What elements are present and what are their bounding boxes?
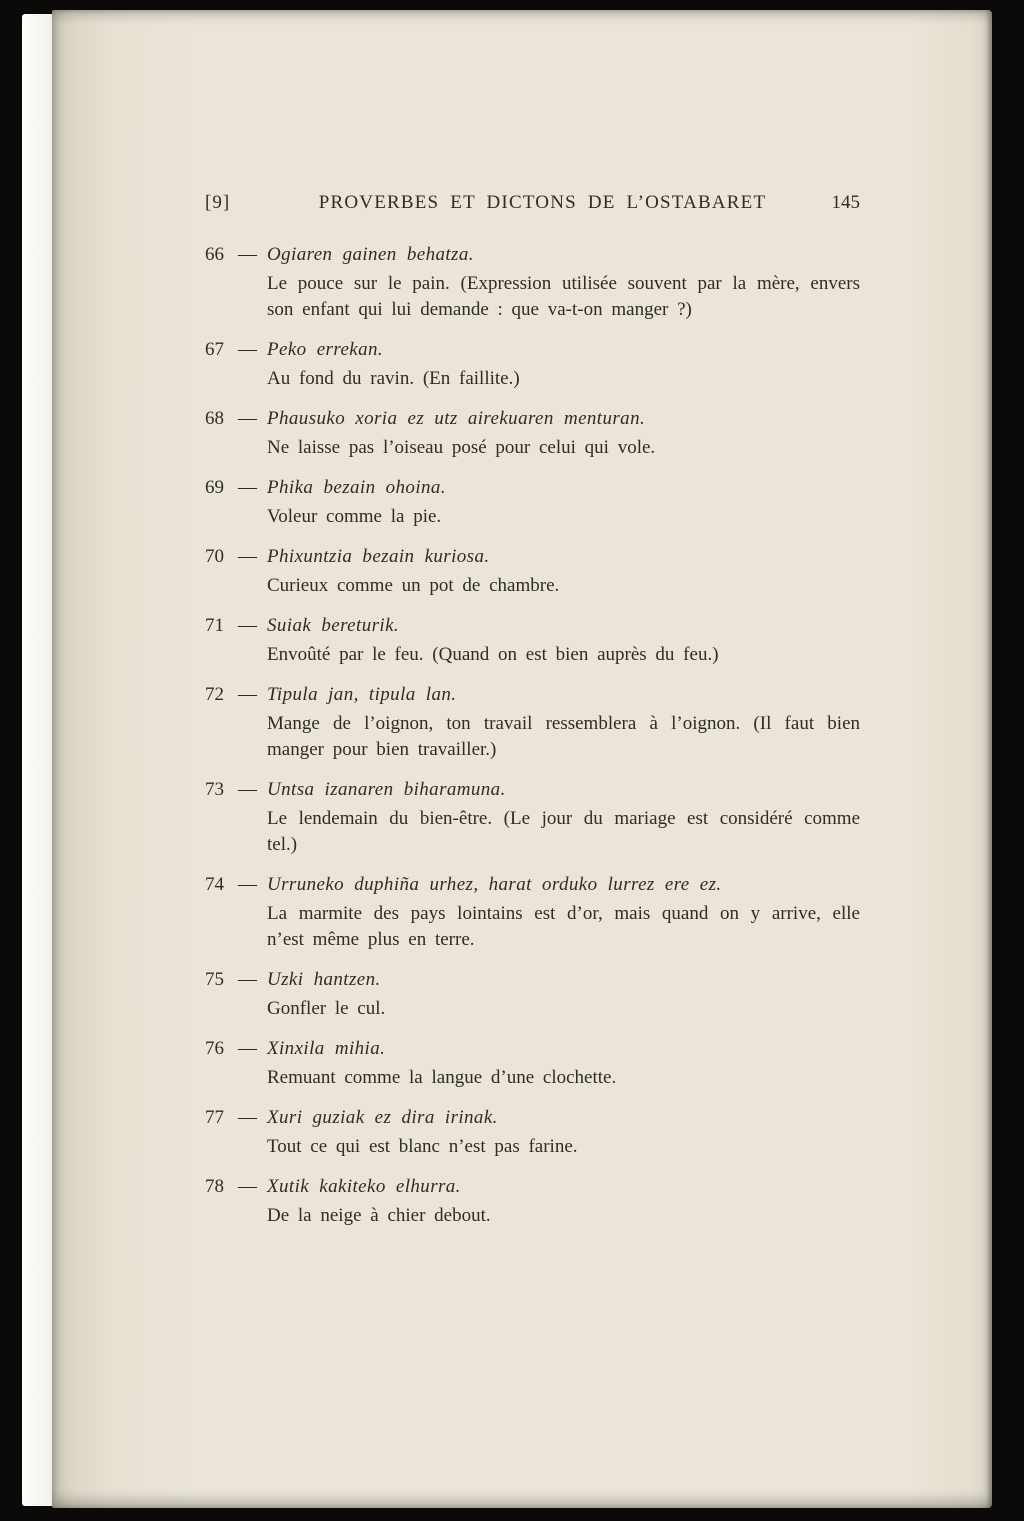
proverb-entry bbox=[205, 682, 860, 763]
french-translation: Au fond du ravin. (En faillite.) bbox=[267, 368, 520, 389]
entry-dash: — bbox=[238, 477, 257, 498]
french-translation: Le pouce sur le pain. (Expression utilisée souvent par la mère, envers son enfant qui lui demande : que va-t-on manger ?) bbox=[267, 273, 860, 320]
proverb-entry bbox=[205, 337, 860, 392]
entry-dash: — bbox=[238, 874, 257, 895]
basque-proverb: Uzki hantzen. bbox=[267, 969, 381, 990]
entry-dash: — bbox=[238, 339, 257, 360]
basque-proverb: Xuri guziak ez dira irinak. bbox=[267, 1107, 498, 1128]
entry-number: 73 bbox=[205, 779, 224, 800]
entry-dash: — bbox=[238, 408, 257, 429]
proverb-entry bbox=[205, 406, 860, 461]
entry-number: 74 bbox=[205, 874, 224, 895]
french-translation: Gonfler le cul. bbox=[267, 998, 386, 1019]
french-translation: Curieux comme un pot de chambre. bbox=[267, 575, 560, 596]
proverb-entry bbox=[205, 1036, 860, 1091]
entry-dash: — bbox=[238, 244, 257, 265]
section-marker: [9] bbox=[205, 192, 231, 213]
proverb-entry bbox=[205, 1174, 860, 1229]
basque-proverb: Urruneko duphiña urhez, harat orduko lurrez ere ez. bbox=[267, 874, 722, 895]
basque-proverb: Xutik kakiteko elhurra. bbox=[267, 1176, 461, 1197]
basque-proverb: Xinxila mihia. bbox=[267, 1038, 386, 1059]
entry-dash: — bbox=[238, 779, 257, 800]
entry-number: 66 bbox=[205, 244, 224, 265]
entry-dash: — bbox=[238, 1107, 257, 1128]
basque-proverb: Untsa izanaren biharamuna. bbox=[267, 779, 506, 800]
entry-number: 72 bbox=[205, 684, 224, 705]
basque-proverb: Phixuntzia bezain kuriosa. bbox=[267, 546, 490, 567]
running-title: PROVERBES ET DICTONS DE L’OSTABARET bbox=[318, 192, 767, 213]
entry-number: 76 bbox=[205, 1038, 224, 1059]
entry-number: 68 bbox=[205, 408, 224, 429]
basque-proverb: Phausuko xoria ez utz airekuaren menturan. bbox=[267, 408, 646, 429]
page-number: 145 bbox=[831, 192, 860, 213]
entry-number: 77 bbox=[205, 1107, 224, 1128]
proverb-entry bbox=[205, 967, 860, 1022]
french-translation: Voleur comme la pie. bbox=[267, 506, 442, 527]
french-translation: Le lendemain du bien-être. (Le jour du mariage est considéré comme tel.) bbox=[267, 808, 860, 855]
entry-number: 75 bbox=[205, 969, 224, 990]
entry-dash: — bbox=[238, 546, 257, 567]
entry-number: 69 bbox=[205, 477, 224, 498]
book-page bbox=[52, 10, 992, 1508]
entry-dash: — bbox=[238, 969, 257, 990]
page-content bbox=[205, 192, 860, 1243]
proverb-entry bbox=[205, 544, 860, 599]
basque-proverb: Tipula jan, tipula lan. bbox=[267, 684, 457, 705]
proverb-entry bbox=[205, 777, 860, 858]
basque-proverb: Phika bezain ohoina. bbox=[267, 477, 446, 498]
proverb-entry bbox=[205, 1105, 860, 1160]
page-header bbox=[205, 192, 860, 214]
entry-dash: — bbox=[238, 1176, 257, 1197]
french-translation: Envoûté par le feu. (Quand on est bien auprès du feu.) bbox=[267, 644, 719, 665]
proverb-entry bbox=[205, 872, 860, 953]
french-translation: Tout ce qui est blanc n’est pas farine. bbox=[267, 1136, 578, 1157]
basque-proverb: Ogiaren gainen behatza. bbox=[267, 244, 474, 265]
proverb-entry bbox=[205, 242, 860, 323]
basque-proverb: Peko errekan. bbox=[267, 339, 384, 360]
entry-dash: — bbox=[238, 1038, 257, 1059]
french-translation: De la neige à chier debout. bbox=[267, 1205, 491, 1226]
french-translation: Remuant comme la langue d’une clochette. bbox=[267, 1067, 617, 1088]
proverb-entry bbox=[205, 475, 860, 530]
entry-dash: — bbox=[238, 684, 257, 705]
entry-number: 78 bbox=[205, 1176, 224, 1197]
basque-proverb: Suiak bereturik. bbox=[267, 615, 400, 636]
french-translation: Ne laisse pas l’oiseau posé pour celui qui vole. bbox=[267, 437, 656, 458]
french-translation: Mange de l’oignon, ton travail ressemblera à l’oignon. (Il faut bien manger pour bien travailler.) bbox=[267, 713, 860, 760]
french-translation: La marmite des pays lointains est d’or, mais quand on y arrive, elle n’est même plus en terre. bbox=[267, 903, 860, 950]
entry-number: 71 bbox=[205, 615, 224, 636]
entry-number: 70 bbox=[205, 546, 224, 567]
proverb-entry bbox=[205, 613, 860, 668]
entry-dash: — bbox=[238, 615, 257, 636]
entry-number: 67 bbox=[205, 339, 224, 360]
